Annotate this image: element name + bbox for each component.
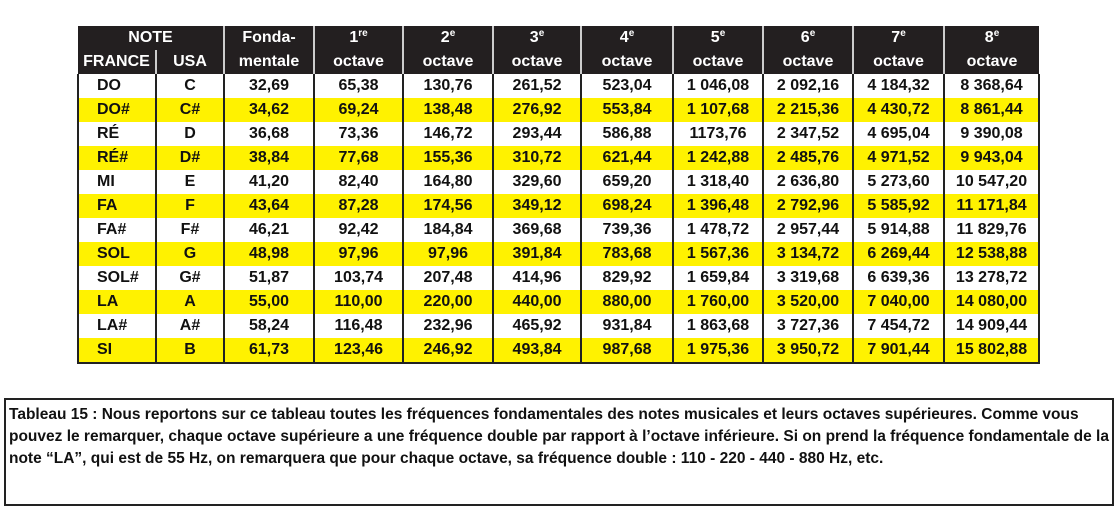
frequency-cell: 3 520,00 [763, 290, 853, 314]
frequency-cell: 829,92 [581, 266, 673, 290]
header-octave-word: octave [853, 50, 944, 74]
header-octave-7 [853, 26, 944, 50]
note-france: FA [78, 194, 156, 218]
note-france: RÉ [78, 122, 156, 146]
frequency-cell: 783,68 [581, 242, 673, 266]
header-octave-8 [944, 26, 1039, 50]
frequency-cell: 5 585,92 [853, 194, 944, 218]
frequency-cell: 369,68 [493, 218, 581, 242]
header-fondamentale: Fonda- [224, 26, 314, 50]
frequency-cell: 38,84 [224, 146, 314, 170]
frequency-cell: 8 861,44 [944, 98, 1039, 122]
frequency-cell: 9 390,08 [944, 122, 1039, 146]
frequency-cell: 1 046,08 [673, 74, 763, 98]
frequency-cell: 1 242,88 [673, 146, 763, 170]
frequency-cell: 246,92 [403, 338, 493, 363]
header-octave-word: octave [944, 50, 1039, 74]
octave-suffix: e [993, 28, 1000, 39]
octave-suffix: e [449, 28, 456, 39]
frequency-cell: 3 727,36 [763, 314, 853, 338]
octave-number: 1 [349, 29, 359, 46]
frequency-cell: 65,38 [314, 74, 403, 98]
frequency-cell: 73,36 [314, 122, 403, 146]
frequency-cell: 698,24 [581, 194, 673, 218]
frequency-cell: 7 454,72 [853, 314, 944, 338]
note-france: LA# [78, 314, 156, 338]
frequency-cell: 1 107,68 [673, 98, 763, 122]
frequency-cell: 3 319,68 [763, 266, 853, 290]
octave-suffix: e [719, 28, 726, 39]
frequency-cell: 931,84 [581, 314, 673, 338]
note-usa: G [156, 242, 224, 266]
frequency-cell: 493,84 [493, 338, 581, 363]
frequency-cell: 2 092,16 [763, 74, 853, 98]
frequency-cell: 36,68 [224, 122, 314, 146]
note-usa: F# [156, 218, 224, 242]
frequency-cell: 97,96 [314, 242, 403, 266]
note-france: DO# [78, 98, 156, 122]
frequency-cell: 164,80 [403, 170, 493, 194]
frequency-cell: 2 215,36 [763, 98, 853, 122]
note-france: SOL [78, 242, 156, 266]
octave-number: 2 [440, 29, 450, 46]
octave-number: 8 [984, 29, 994, 46]
table-row [78, 194, 1039, 218]
frequency-cell: 97,96 [403, 242, 493, 266]
note-usa: E [156, 170, 224, 194]
octave-suffix: e [809, 28, 816, 39]
table-row [78, 98, 1039, 122]
frequency-cell: 77,68 [314, 146, 403, 170]
frequency-cell: 5 914,88 [853, 218, 944, 242]
frequency-cell: 103,74 [314, 266, 403, 290]
frequency-cell: 1 396,48 [673, 194, 763, 218]
frequency-cell: 329,60 [493, 170, 581, 194]
octave-number: 5 [710, 29, 720, 46]
frequency-cell: 10 547,20 [944, 170, 1039, 194]
frequency-cell: 92,42 [314, 218, 403, 242]
header-octave-3 [493, 26, 581, 50]
header-octave-5 [673, 26, 763, 50]
table-row [78, 290, 1039, 314]
header-octave-4 [581, 26, 673, 50]
frequency-cell: 61,73 [224, 338, 314, 363]
octave-suffix: e [628, 28, 635, 39]
frequency-cell: 5 273,60 [853, 170, 944, 194]
header-note: NOTE [78, 26, 224, 50]
octave-number: 4 [619, 29, 629, 46]
table-row [78, 266, 1039, 290]
note-france: RÉ# [78, 146, 156, 170]
octave-number: 7 [891, 29, 901, 46]
note-france: DO [78, 74, 156, 98]
frequency-cell: 739,36 [581, 218, 673, 242]
frequency-cell: 32,69 [224, 74, 314, 98]
frequency-cell: 9 943,04 [944, 146, 1039, 170]
table-row [78, 146, 1039, 170]
frequency-cell: 130,76 [403, 74, 493, 98]
frequency-cell: 2 347,52 [763, 122, 853, 146]
frequency-cell: 82,40 [314, 170, 403, 194]
frequency-cell: 174,56 [403, 194, 493, 218]
frequency-cell: 2 792,96 [763, 194, 853, 218]
frequency-cell: 2 957,44 [763, 218, 853, 242]
frequency-cell: 3 950,72 [763, 338, 853, 363]
header-octave-1 [314, 26, 403, 50]
table-row [78, 122, 1039, 146]
octave-suffix: e [538, 28, 545, 39]
header-fondamentale-2: mentale [224, 50, 314, 74]
table-row [78, 314, 1039, 338]
note-usa: D# [156, 146, 224, 170]
frequency-cell: 659,20 [581, 170, 673, 194]
frequency-cell: 523,04 [581, 74, 673, 98]
frequency-cell: 553,84 [581, 98, 673, 122]
frequency-cell: 123,46 [314, 338, 403, 363]
table-row [78, 242, 1039, 266]
frequency-cell: 465,92 [493, 314, 581, 338]
header-octave-word: octave [403, 50, 493, 74]
frequency-cell: 391,84 [493, 242, 581, 266]
frequency-cell: 1 863,68 [673, 314, 763, 338]
frequency-cell: 13 278,72 [944, 266, 1039, 290]
frequency-cell: 116,48 [314, 314, 403, 338]
frequency-cell: 14 909,44 [944, 314, 1039, 338]
note-france: FA# [78, 218, 156, 242]
octave-suffix: re [358, 28, 368, 39]
frequency-cell: 7 901,44 [853, 338, 944, 363]
frequency-cell: 138,48 [403, 98, 493, 122]
header-octave-word: octave [673, 50, 763, 74]
frequency-cell: 414,96 [493, 266, 581, 290]
frequency-cell: 87,28 [314, 194, 403, 218]
frequency-cell: 207,48 [403, 266, 493, 290]
frequency-cell: 11 829,76 [944, 218, 1039, 242]
frequency-cell: 7 040,00 [853, 290, 944, 314]
octave-suffix: e [900, 28, 906, 39]
frequency-cell: 15 802,88 [944, 338, 1039, 363]
frequency-cell: 1 478,72 [673, 218, 763, 242]
frequency-cell: 310,72 [493, 146, 581, 170]
frequency-cell: 4 695,04 [853, 122, 944, 146]
note-usa: A# [156, 314, 224, 338]
frequency-cell: 586,88 [581, 122, 673, 146]
frequency-cell: 1 975,36 [673, 338, 763, 363]
note-usa: D [156, 122, 224, 146]
header-octave-word: octave [493, 50, 581, 74]
frequency-cell: 6 639,36 [853, 266, 944, 290]
note-france: LA [78, 290, 156, 314]
header-octave-2 [403, 26, 493, 50]
frequency-cell: 2 636,80 [763, 170, 853, 194]
frequency-cell: 41,20 [224, 170, 314, 194]
octave-number: 6 [800, 29, 810, 46]
note-france: SOL# [78, 266, 156, 290]
frequency-cell: 3 134,72 [763, 242, 853, 266]
frequency-cell: 34,62 [224, 98, 314, 122]
header-octave-6 [763, 26, 853, 50]
frequency-cell: 110,00 [314, 290, 403, 314]
note-usa: F [156, 194, 224, 218]
frequency-cell: 51,87 [224, 266, 314, 290]
frequency-cell: 46,21 [224, 218, 314, 242]
frequency-cell: 12 538,88 [944, 242, 1039, 266]
table-row [78, 74, 1039, 98]
frequency-cell: 58,24 [224, 314, 314, 338]
frequency-cell: 14 080,00 [944, 290, 1039, 314]
frequency-table [77, 26, 1040, 364]
frequency-cell: 880,00 [581, 290, 673, 314]
note-usa: B [156, 338, 224, 363]
frequency-cell: 621,44 [581, 146, 673, 170]
header-france: FRANCE [78, 50, 156, 74]
frequency-cell: 349,12 [493, 194, 581, 218]
note-usa: C# [156, 98, 224, 122]
header-usa: USA [156, 50, 224, 74]
frequency-cell: 293,44 [493, 122, 581, 146]
note-usa: A [156, 290, 224, 314]
frequency-cell: 232,96 [403, 314, 493, 338]
frequency-cell: 48,98 [224, 242, 314, 266]
frequency-cell: 43,64 [224, 194, 314, 218]
frequency-cell: 69,24 [314, 98, 403, 122]
frequency-cell: 4 184,32 [853, 74, 944, 98]
frequency-cell: 1 760,00 [673, 290, 763, 314]
table-row [78, 338, 1039, 363]
table-row [78, 218, 1039, 242]
header-octave-word: octave [314, 50, 403, 74]
frequency-cell: 4 430,72 [853, 98, 944, 122]
note-france: SI [78, 338, 156, 363]
frequency-cell: 1173,76 [673, 122, 763, 146]
note-usa: G# [156, 266, 224, 290]
frequency-cell: 146,72 [403, 122, 493, 146]
frequency-cell: 55,00 [224, 290, 314, 314]
frequency-cell: 11 171,84 [944, 194, 1039, 218]
frequency-cell: 1 567,36 [673, 242, 763, 266]
frequency-cell: 220,00 [403, 290, 493, 314]
note-usa: C [156, 74, 224, 98]
frequency-cell: 440,00 [493, 290, 581, 314]
header-octave-word: octave [763, 50, 853, 74]
frequency-cell: 1 318,40 [673, 170, 763, 194]
table-caption: Tableau 15 : Nous reportons sur ce tableau toutes les fréquences fondamentales des notes musicales et leurs octaves supérieures. Comme vous pouvez le remarquer, chaque octave supérieure a une fréquence double par rapport à l’octave inférieure. Si on prend la fréquence fondamentale de la note “LA”, qui est de 55 Hz, on remarquera que pour chaque octave, sa fréquence double : 110 - 220 - 440 - 880 Hz, etc. [4, 398, 1114, 506]
frequency-cell: 261,52 [493, 74, 581, 98]
note-france: MI [78, 170, 156, 194]
octave-number: 3 [529, 29, 539, 46]
frequency-cell: 276,92 [493, 98, 581, 122]
frequency-cell: 987,68 [581, 338, 673, 363]
frequency-cell: 155,36 [403, 146, 493, 170]
frequency-cell: 2 485,76 [763, 146, 853, 170]
table-row [78, 170, 1039, 194]
frequency-cell: 1 659,84 [673, 266, 763, 290]
frequency-cell: 184,84 [403, 218, 493, 242]
frequency-cell: 6 269,44 [853, 242, 944, 266]
header-octave-word: octave [581, 50, 673, 74]
frequency-cell: 4 971,52 [853, 146, 944, 170]
frequency-cell: 8 368,64 [944, 74, 1039, 98]
